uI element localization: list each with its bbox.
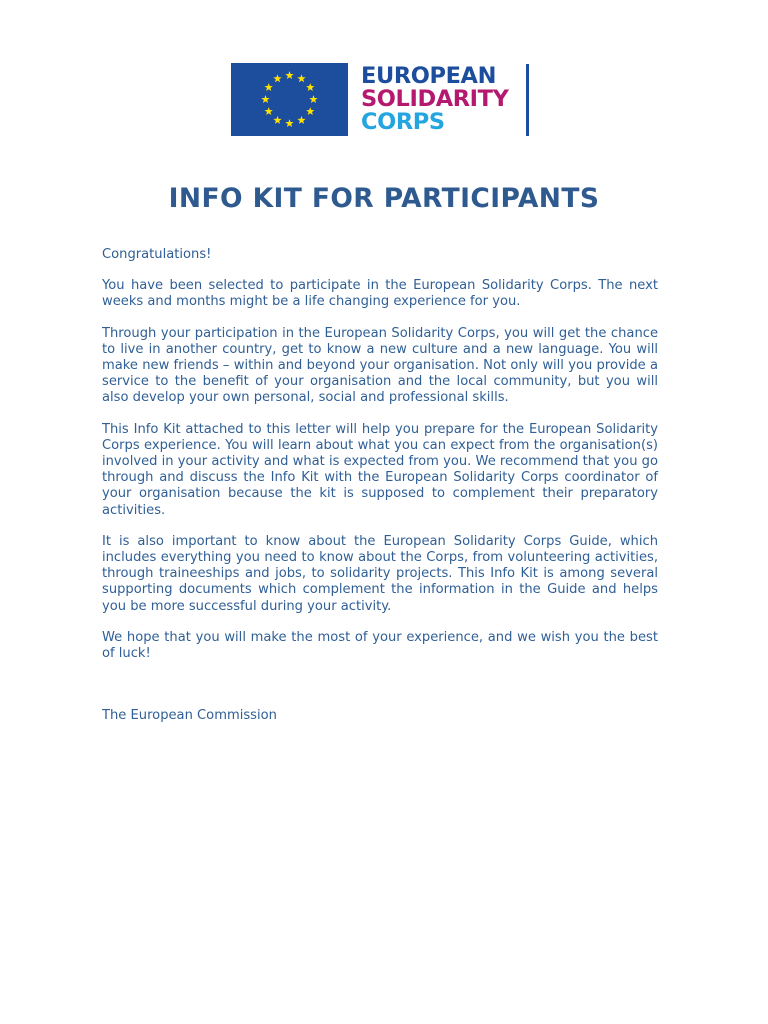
european-solidarity-corps-logo: [231, 63, 531, 137]
paragraph-guide: It is also important to know about the European Solidarity Corps Guide, which includes everything you need to know about the Corps, from volunteering activities, through traineeships and jobs, to solidarity projects. This Info Kit is among several supporting documents which complement the information in the Guide and helps you be more successful during your activity.: [102, 533, 658, 614]
logo-line-solidarity: SOLIDARITY: [361, 86, 509, 112]
logo-line-european: EUROPEAN: [361, 63, 496, 89]
letter-body: [102, 247, 658, 739]
eu-flag-icon: [231, 63, 348, 136]
paragraph-participation: Through your participation in the European Solidarity Corps, you will get the chance to live in another country, get to know a new culture and a new language. You will make new friends – within and beyond your organisation. Not only will you provide a service to the benefit of your organisation and the local community, but you will also develop your own personal, social and professional skills.: [102, 325, 658, 406]
paragraph-info-kit: This Info Kit attached to this letter will help you prepare for the European Solidarity Corps experience. You will learn about what you can expect from the organisation(s) involved in your activity and what is expected from you. We recommend that you go through and discuss the Info Kit with the European Solidarity Corps coordinator of your organisation because the kit is supposed to complement their preparatory activities.: [102, 421, 658, 518]
page-title: INFO KIT FOR PARTICIPANTS: [168, 183, 600, 214]
logo-divider-bar: [526, 64, 529, 136]
logo-wordmark: [361, 65, 508, 134]
paragraph-selection: You have been selected to participate in the European Solidarity Corps. The next weeks and months might be a life changing experience for you.: [102, 278, 658, 310]
paragraph-closing: We hope that you will make the most of your experience, and we wish you the best of luck!: [102, 629, 658, 662]
signature: The European Commission: [102, 708, 277, 724]
logo-line-corps: CORPS: [361, 109, 445, 135]
paragraph-greeting: Congratulations!: [102, 247, 212, 262]
